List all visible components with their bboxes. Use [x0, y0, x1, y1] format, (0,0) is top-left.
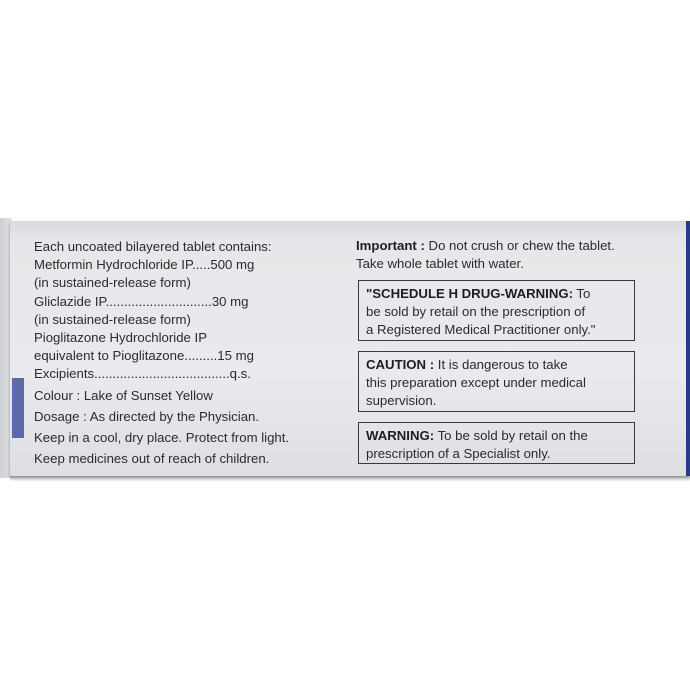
- colour-line: Colour : Lake of Sunset Yellow: [34, 387, 213, 403]
- caution-line-3: supervision.: [366, 393, 437, 409]
- composition-line: equivalent to Pioglitazone.........15 mg: [34, 348, 254, 364]
- children-warning-line: Keep medicines out of reach of children.: [34, 451, 270, 467]
- important-text: Do not crush or chew the tablet.: [424, 238, 615, 253]
- composition-section: [34, 238, 334, 468]
- composition-line: Each uncoated bilayered tablet contains:: [34, 239, 272, 254]
- caution-text: It is dangerous to take: [434, 357, 568, 372]
- warning-line-2: prescription of a Specialist only.: [366, 446, 551, 462]
- important-line-1: [356, 237, 656, 255]
- composition-line: (in sustained-release form): [34, 311, 191, 327]
- box-right-edge: [686, 221, 690, 476]
- caution-box: [358, 351, 635, 412]
- warning-text: To be sold by retail on the: [434, 428, 588, 443]
- composition-line: Gliclazide IP.............................30 mg: [34, 293, 249, 309]
- specialist-warning-box: [358, 422, 635, 464]
- dosage-line: Dosage : As directed by the Physician.: [34, 408, 260, 424]
- blue-print-strip: [12, 378, 24, 438]
- warning-line-1: [366, 427, 627, 445]
- composition-line: (in sustained-release form): [34, 275, 191, 291]
- schedule-h-line-3: a Registered Medical Practitioner only.": [366, 322, 596, 338]
- box-shadow: [10, 476, 690, 482]
- warning-label: WARNING:: [366, 428, 435, 443]
- important-note: [356, 237, 656, 273]
- caution-label: CAUTION :: [366, 357, 435, 372]
- composition-line: Pioglitazone Hydrochloride IP: [34, 330, 207, 346]
- important-label: Important :: [356, 238, 425, 253]
- important-line-2: Take whole tablet with water.: [356, 256, 524, 272]
- schedule-h-line-2: be sold by retail on the prescription of: [366, 304, 586, 320]
- schedule-h-line-1: [366, 285, 627, 303]
- schedule-h-text: To: [573, 286, 591, 301]
- schedule-h-label: "SCHEDULE H DRUG-WARNING:: [366, 286, 573, 301]
- composition-line: Metformin Hydrochloride IP.....500 mg: [34, 257, 255, 273]
- composition-line: Excipients.....................................q.s.: [34, 366, 251, 382]
- caution-line-1: [366, 356, 627, 374]
- caution-line-2: this preparation except under medical: [366, 375, 586, 391]
- storage-line: Keep in a cool, dry place. Protect from light.: [34, 430, 290, 446]
- schedule-h-warning-box: [358, 280, 635, 341]
